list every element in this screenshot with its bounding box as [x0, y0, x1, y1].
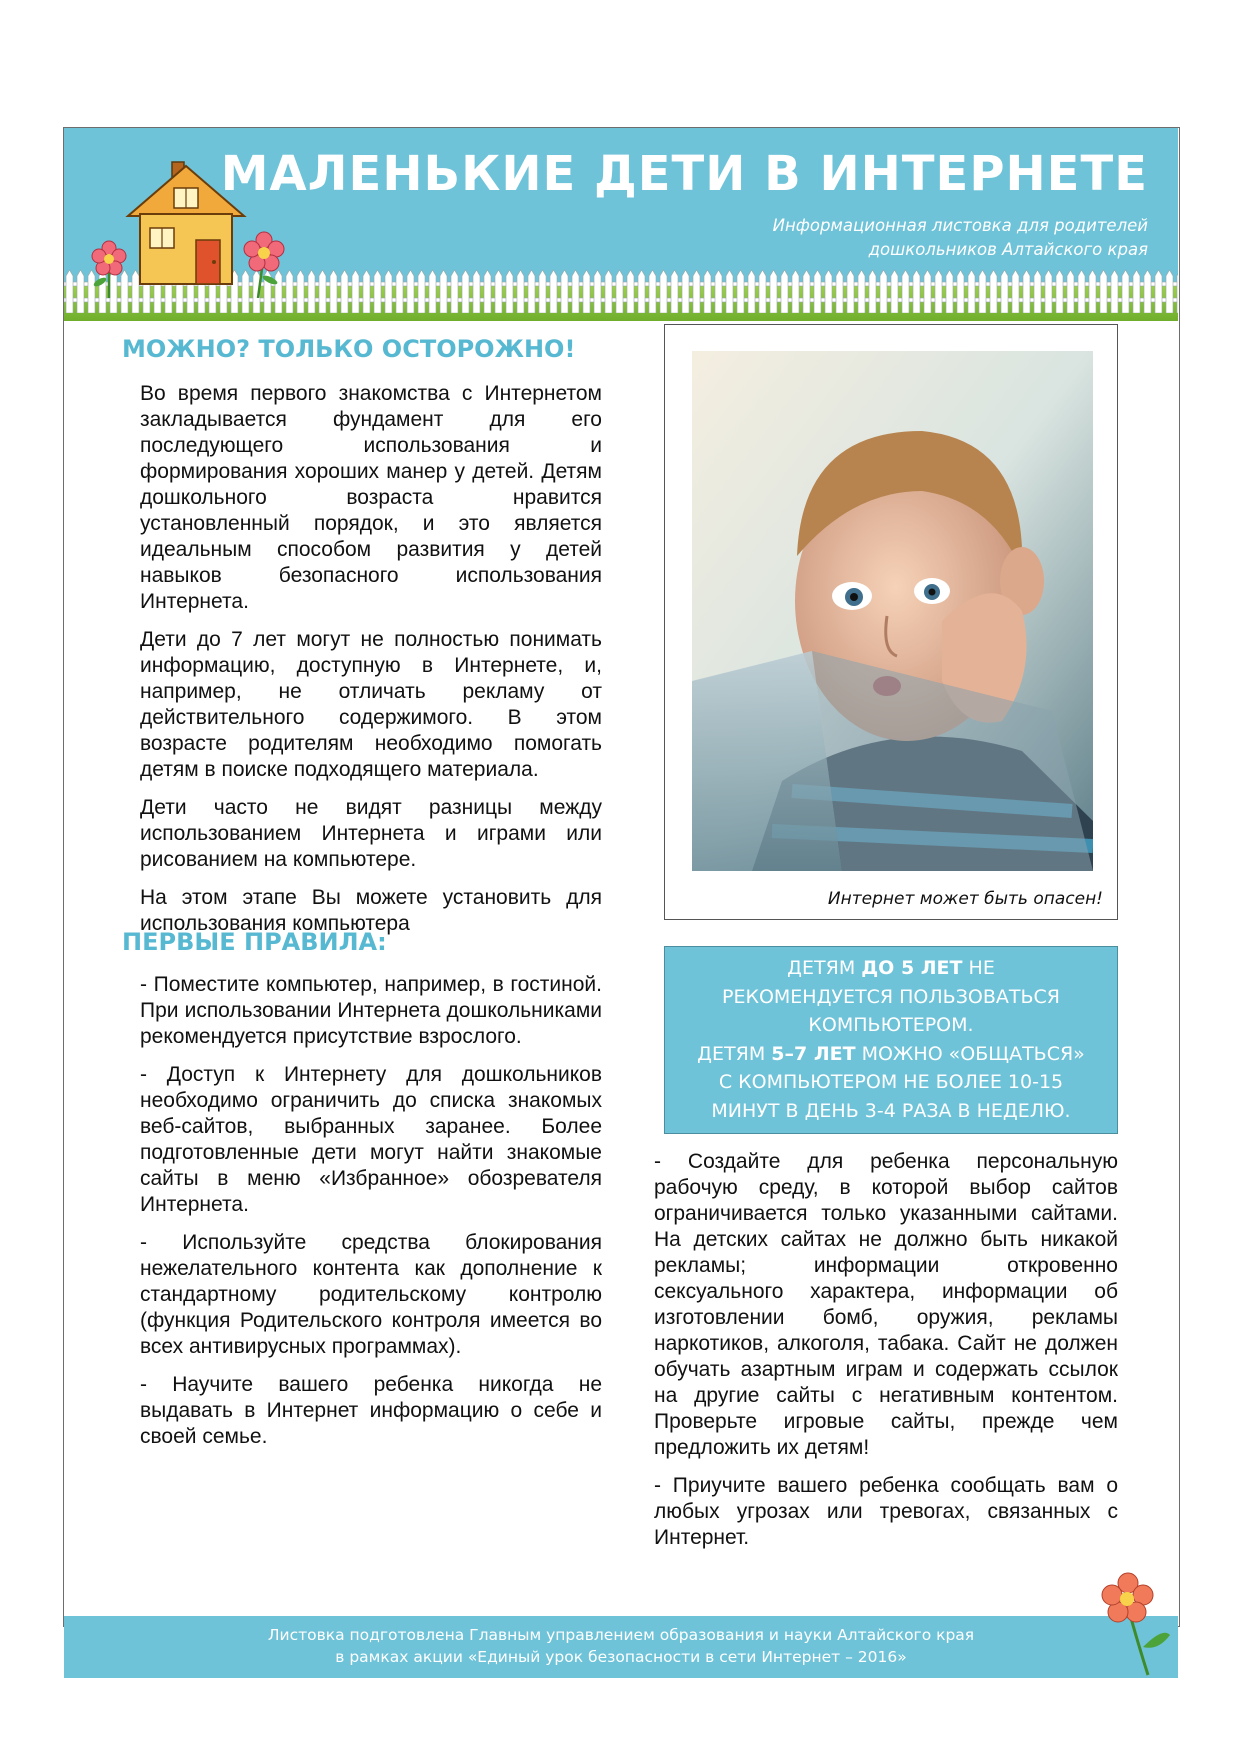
- leaflet-frame: [63, 127, 1180, 1666]
- callout-text: ДЕТЯМ: [697, 1042, 772, 1065]
- paragraph: На этом этапе Вы можете установить для использования компьютера: [140, 886, 602, 935]
- footer: [64, 1616, 1178, 1678]
- callout-line: КОМПЬЮТЕРОМ.: [808, 1014, 974, 1036]
- rule-item: - Доступ к Интернету для дошкольников необходимо ограничить до списка знакомых веб-сайтов, выбранных заранее. Более подготовленные дети могут найти знакомые сайты в меню «Избранное» обозревателя Интернета.: [140, 1063, 602, 1216]
- footer-line: в рамках акции «Единый урок безопасности в сети Интернет – 2016»: [335, 1648, 907, 1666]
- section-heading-rules: ПЕРВЫЕ ПРАВИЛА:: [122, 928, 387, 956]
- callout-line: С КОМПЬЮТЕРОМ НЕ БОЛЕЕ 10-15: [718, 1071, 1064, 1093]
- rule-item: - Создайте для ребенка персональную рабочую среду, в которой выбор сайтов ограничивается только указанными сайтами. На детских сайтах не должно быть никакой рекламы; информации откровенно сексуального характера, информации об изготовлении бомб, оружия, рекламы наркотиков, алкоголя, табака. Сайт не должен обучать азартным играм и содержать ссылок на другие сайты с негативным контентом. Проверьте игровые сайты, прежде чем предложить их детям!: [654, 1150, 1118, 1459]
- intro-text: [140, 381, 602, 949]
- rules-right: [654, 1149, 1118, 1563]
- child-photo: [692, 351, 1093, 871]
- callout-text: МОЖНО «ОБЩАТЬСЯ»: [855, 1042, 1085, 1065]
- rule-item: - Приучите вашего ребенка сообщать вам о любых угрозах или тревогах, связанных с Интернет.: [654, 1474, 1118, 1549]
- paragraph: Дети до 7 лет могут не полностью понимать информацию, доступную в Интернете, и, например, не отличать рекламу от действительного содержимого. В этом возрасте родителям необходимо помогать детям в поиске подходящего материала.: [140, 628, 602, 781]
- photo-box: [664, 324, 1118, 920]
- section-heading-careful: МОЖНО? ТОЛЬКО ОСТОРОЖНО!: [122, 335, 576, 363]
- page-title: МАЛЕНЬКИЕ ДЕТИ В ИНТЕРНЕТЕ: [220, 146, 1148, 202]
- callout-text: НЕ: [962, 957, 995, 979]
- age-callout: [664, 946, 1118, 1134]
- header-banner: [64, 128, 1178, 321]
- callout-line: [665, 1040, 1117, 1069]
- flower-icon: [234, 228, 294, 298]
- rules-left: [140, 972, 602, 1462]
- photo-caption: Интернет может быть опасен!: [827, 889, 1103, 909]
- callout-line: МИНУТ В ДЕНЬ 3-4 РАЗА В НЕДЕЛЮ.: [711, 1099, 1071, 1122]
- rule-item: - Научите вашего ребенка никогда не выдавать в Интернет информацию о себе и своей семье.: [140, 1373, 602, 1448]
- paragraph: Дети часто не видят разницы между использованием Интернета и играми или рисованием на компьютере.: [140, 796, 602, 871]
- callout-line: [665, 954, 1117, 983]
- callout-highlight: 5–7 ЛЕТ: [771, 1042, 856, 1065]
- callout-highlight: ДО 5 ЛЕТ: [861, 957, 963, 979]
- subtitle-line: Информационная листовка для родителей: [772, 216, 1148, 235]
- rule-item: - Используйте средства блокирования нежелательного контента как дополнение к стандартному родительскому контролю (функция Родительского контроля имеется во всех антивирусных программах).: [140, 1231, 602, 1358]
- paragraph: Во время первого знакомства с Интернетом закладывается фундамент для его последующего использования и формирования хороших манер у детей. Детям дошкольного возраста нравится установленный порядок, и это является идеальным способом развития у детей навыков безопасного использования Интернета.: [140, 382, 602, 613]
- callout-line: РЕКОМЕНДУЕТСЯ ПОЛЬЗОВАТЬСЯ: [722, 985, 1060, 1008]
- subtitle-line: дошкольников Алтайского края: [868, 240, 1148, 259]
- flower-icon: [84, 238, 134, 298]
- page-subtitle: [628, 214, 1148, 262]
- rule-item: - Поместите компьютер, например, в гостиной. При использовании Интернета дошкольниками рекомендуется присутствие взрослого.: [140, 973, 602, 1048]
- callout-text: ДЕТЯМ: [787, 957, 862, 979]
- flower-icon: [1098, 1567, 1178, 1677]
- footer-line: Листовка подготовлена Главным управлением образования и науки Алтайского края: [267, 1626, 975, 1644]
